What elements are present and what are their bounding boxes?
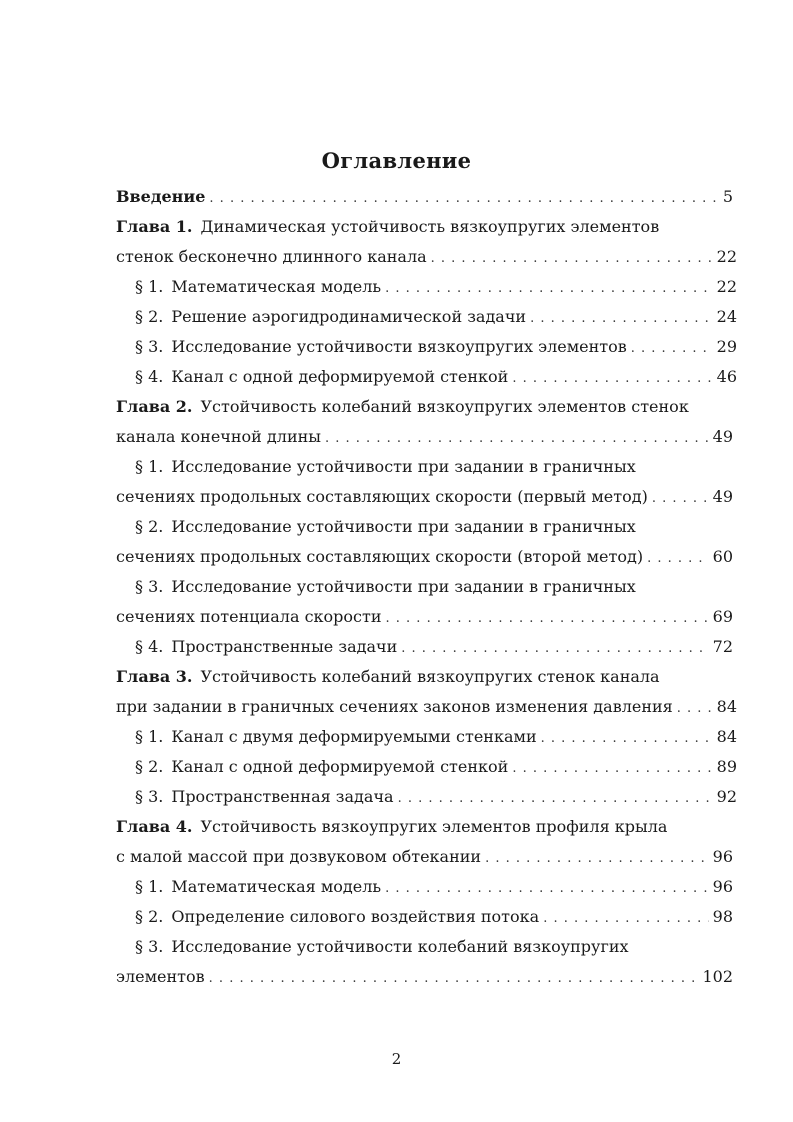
toc-section-2-4[interactable] [135,636,733,660]
toc-section-2-1[interactable] [116,486,733,510]
dot-leader [386,608,709,630]
toc-text: при задании в граничных сечениях законов изменения давления [116,697,673,716]
toc-text: Определение силового воздействия потока [171,907,540,926]
dot-leader [485,848,709,870]
toc-section-number: § 4. [135,367,164,386]
toc-section-1-1[interactable] [135,276,737,300]
toc-section-number: § 2. [135,907,164,926]
toc-text: с малой массой при дозвуковом обтекании [116,847,482,866]
toc-text: Исследование устойчивости при задании в граничных [171,517,636,536]
toc-text: Математическая модель [171,877,382,896]
toc-page: 92 [716,787,737,806]
toc-chapter-1[interactable] [116,246,737,270]
toc-chapter-1-heading[interactable] [116,216,733,238]
dot-leader [647,548,709,570]
toc-section-number: § 2. [135,517,164,536]
toc-section-4-1[interactable] [135,876,733,900]
toc-section-2-1-heading[interactable] [135,456,733,478]
dot-leader [541,728,713,750]
toc-page: 89 [716,757,737,776]
toc-text: Устойчивость вязкоупругих элементов профиля крыла [200,817,668,836]
toc-text: Динамическая устойчивость вязкоупругих элементов [200,217,660,236]
toc-chapter-3-heading[interactable] [116,666,733,688]
toc-page: 22 [716,247,737,266]
toc-label: Введение [116,187,206,206]
toc-text: Устойчивость колебаний вязкоупругих элементов стенок [200,397,689,416]
toc-chapter-2-heading[interactable] [116,396,733,418]
dot-leader [385,878,709,900]
toc-section-number: § 1. [135,457,164,476]
toc-section-2-2[interactable] [116,546,733,570]
toc-text: Математическая модель [171,277,382,296]
toc-page: 84 [716,727,737,746]
toc-text: канала конечной длины [116,427,321,446]
dot-leader [209,968,699,990]
toc-label: Глава 3. [116,667,193,686]
page-title: Оглавление [321,148,472,173]
toc-text: стенок бесконечно длинного канала [116,247,427,266]
toc-page: 46 [716,367,737,386]
toc-text: сечениях продольных составляющих скорости (первый метод) [116,487,648,506]
dot-leader [325,428,709,450]
toc-section-number: § 2. [135,757,164,776]
toc-page: 22 [716,277,737,296]
toc-text: сечениях продольных составляющих скорости (второй метод) [116,547,644,566]
toc-label: Глава 4. [116,817,193,836]
toc-section-3-3[interactable] [135,786,737,810]
toc-section-number: § 1. [135,727,164,746]
toc-section-4-2[interactable] [135,906,733,930]
toc-page: 24 [716,307,737,326]
dot-leader [512,758,712,780]
toc-text: Пространственные задачи [171,637,398,656]
toc-section-number: § 4. [135,637,164,656]
toc-text: элементов [116,967,205,986]
toc-section-number: § 3. [135,787,164,806]
toc-chapter-4[interactable] [116,846,733,870]
toc-section-1-2[interactable] [135,306,737,330]
toc-page: 29 [716,337,737,356]
toc-section-number: § 3. [135,337,164,356]
toc-section-2-2-heading[interactable] [135,516,733,538]
toc-entry-intro[interactable] [116,186,733,210]
toc-section-2-3-heading[interactable] [135,576,733,598]
dot-leader [512,368,712,390]
dot-leader [431,248,713,270]
toc-page: 96 [712,877,733,896]
toc-page: 102 [702,967,733,986]
toc-section-number: § 3. [135,577,164,596]
toc-chapter-3[interactable] [116,696,737,720]
dot-leader [631,338,713,360]
toc-text: Пространственная задача [171,787,394,806]
toc-page: 98 [712,907,733,926]
toc-chapter-2[interactable] [116,426,733,450]
toc-text: Канал с двумя деформируемыми стенками [171,727,537,746]
toc-page: 60 [712,547,733,566]
toc-section-1-4[interactable] [135,366,737,390]
toc-page: 72 [712,637,733,656]
toc-section-number: § 2. [135,307,164,326]
toc-text: Исследование устойчивости при задании в граничных [171,577,636,596]
toc-section-3-2[interactable] [135,756,737,780]
dot-leader [652,488,709,510]
dot-leader [385,278,713,300]
dot-leader [677,698,713,720]
toc-label: Глава 1. [116,217,193,236]
toc-section-4-3-heading[interactable] [135,936,733,958]
toc-page: 84 [716,697,737,716]
toc-text: Решение аэрогидродинамической задачи [171,307,527,326]
toc-section-number: § 1. [135,877,164,896]
toc-text: Исследование устойчивости при задании в граничных [171,457,636,476]
dot-leader [401,638,708,660]
toc-text: Устойчивость колебаний вязкоупругих стенок канала [200,667,660,686]
toc-text: Исследование устойчивости колебаний вязкоупругих [171,937,629,956]
toc-page: 69 [712,607,733,626]
toc-section-number: § 1. [135,277,164,296]
toc-text: сечениях потенциала скорости [116,607,382,626]
toc-chapter-4-heading[interactable] [116,816,733,838]
toc-page: 5 [722,187,733,206]
toc-label: Глава 2. [116,397,193,416]
toc-page: 49 [712,487,733,506]
toc-text: Канал с одной деформируемой стенкой [171,757,509,776]
page-number: 2 [391,1050,402,1068]
dot-leader [530,308,713,330]
toc-section-2-3[interactable] [116,606,733,630]
dot-leader [398,788,713,810]
toc-section-4-3[interactable] [116,966,733,990]
toc-page: 49 [712,427,733,446]
toc-section-number: § 3. [135,937,164,956]
dot-leader [209,188,718,210]
toc-text: Исследование устойчивости вязкоупругих элементов [171,337,627,356]
toc-page: 96 [712,847,733,866]
dot-leader [543,908,708,930]
toc-section-1-3[interactable] [135,336,737,360]
toc-section-3-1[interactable] [135,726,737,750]
toc-text: Канал с одной деформируемой стенкой [171,367,509,386]
